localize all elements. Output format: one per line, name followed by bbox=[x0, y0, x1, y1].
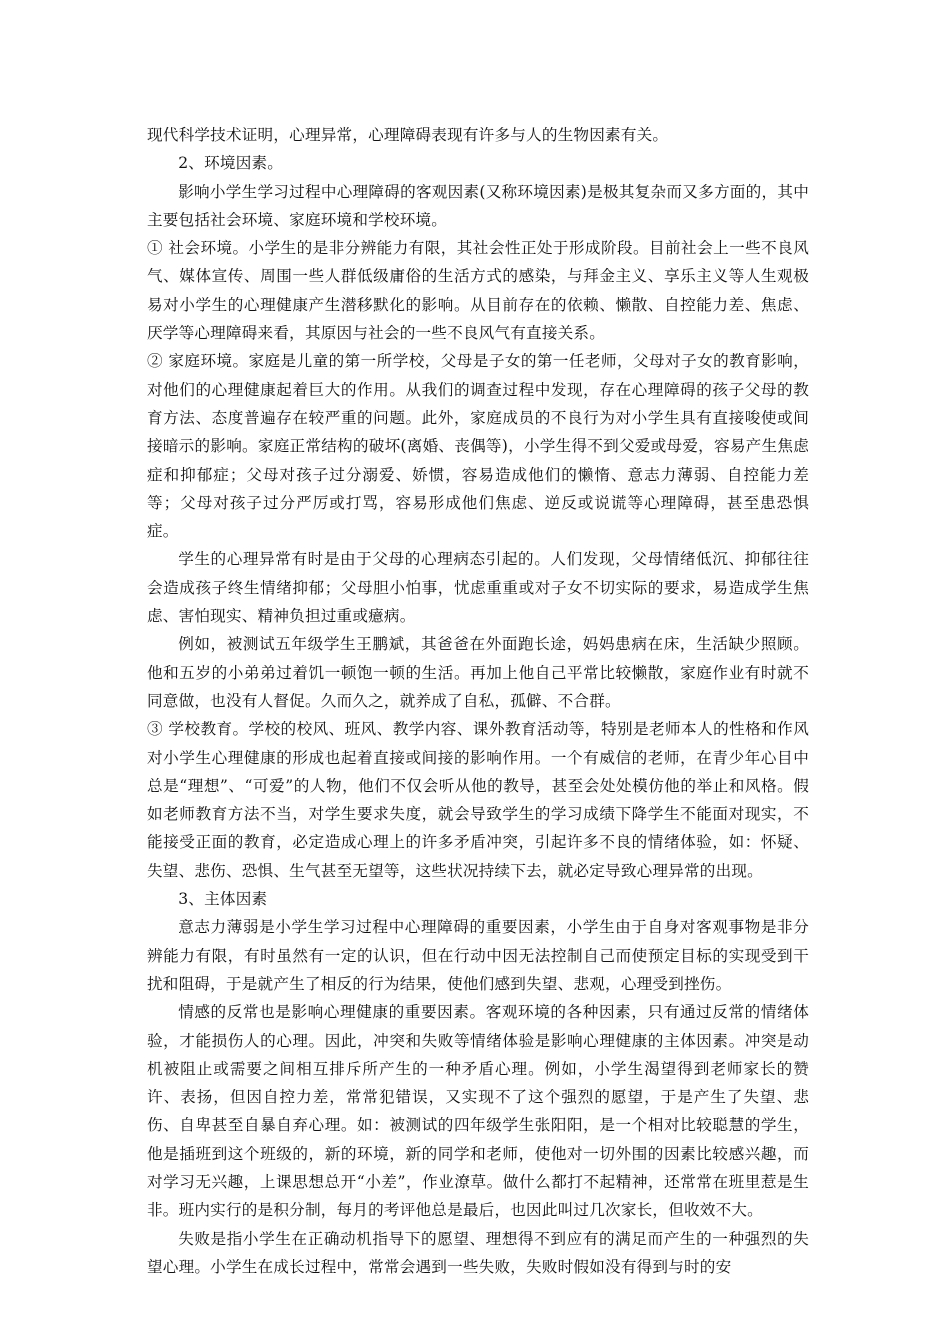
section-heading-subject: 3、主体因素 bbox=[178, 890, 268, 909]
paragraph-case-example-one: 例如，被测试五年级学生王鹏斌，其爸爸在外面跑长途，妈妈患病在床，生活缺少照顾。他和五岁的小弟弟过着饥一顿饱一顿的生活。再加上他自己平常比较懒散，家庭作业有时就不同意做，也没有人督促。久而久之，就养成了自私，孤僻、不合群。 bbox=[147, 635, 809, 710]
paragraph-willpower: 意志力薄弱是小学生学习过程中心理障碍的重要因素，小学生由于自身对客观事物是非分辨能力有限，有时虽然有一定的认识，但在行动中因无法控制自己而使预定目标的实现受到干扰和阻碍，于是就产生了相反的行为结果，使他们感到失望、悲观，心理受到挫伤。 bbox=[147, 918, 809, 993]
paragraph-emotion: 情感的反常也是影响心理健康的重要因素。客观环境的各种因素，只有通过反常的情绪体验，才能损伤人的心理。因此，冲突和失败等情绪体验是影响心理健康的主体因素。冲突是动机被阻止或需要之间相互排斥所产生的一种矛盾心理。例如，小学生渴望得到老师家长的赞许、表扬，但因自控力差，常常犯错误，又实现不了这个强烈的愿望，于是产生了失望、悲伤、自卑甚至自暴自弃心理。如：被测试的四年级学生张阳阳，是一个相对比较聪慧的学生，他是插班到这个班级的，新的环境，新的同学和老师，使他对一切外围的因素比较感兴趣，而对学习无兴趣，上课思想总开“小差”，作业潦草。做什么都打不起精神，还常常在班里惹是生非。班内实行的是积分制，每月的考评他总是最后，也因此叫过几次家长，但收效不大。 bbox=[147, 1003, 809, 1220]
paragraph-intro-conclusion: 现代科学技术证明，心理异常，心理障碍表现有许多与人的生物因素有关。 bbox=[147, 126, 669, 144]
paragraph-environment-overview: 影响小学生学习过程中心理障碍的客观因素(又称环境因素)是极其复杂而又多方面的，其中主要包括社会环境、家庭环境和学校环境。 bbox=[147, 182, 809, 229]
document-page bbox=[147, 121, 809, 1281]
paragraph-social-environment: ① 社会环境。小学生的是非分辨能力有限，其社会性正处于形成阶段。目前社会上一些不良风气、媒体宣传、周围一些人群低级庸俗的生活方式的感染，与拜金主义、享乐主义等人生观极易对小学生的心理健康产生潜移默化的影响。从目前存在的依赖、懒散、自控能力差、焦虑、厌学等心理障碍来看，其原因与社会的一些不良风气有直接关系。 bbox=[147, 239, 809, 343]
paragraph-parent-psychology: 学生的心理异常有时是由于父母的心理病态引起的。人们发现，父母情绪低沉、抑郁往往会造成孩子终生情绪抑郁；父母胆小怕事，忧虑重重或对子女不切实际的要求，易造成学生焦虑、害怕现实、精神负担过重或癔病。 bbox=[147, 550, 809, 626]
paragraph-failure: 失败是指小学生在正确动机指导下的愿望、理想得不到应有的满足而产生的一种强烈的失望心理。小学生在成长过程中，常常会遇到一些失败，失败时假如没有得到与时的安 bbox=[147, 1229, 809, 1276]
paragraph-school-education: ③ 学校教育。学校的校风、班风、教学内容、课外教育活动等，特别是老师本人的性格和作风对小学生心理健康的形成也起着直接或间接的影响作用。一个有威信的老师，在青少年心目中总是“理想”、“可爱”的人物，他们不仅会听从他的教导，甚至会处处模仿他的举止和风格。假如老师教育方法不当，对学生要求失度，就会导致学生的学习成绩下降学生不能面对现实，不能接受正面的教育，必定造成心理上的许多矛盾冲突，引起许多不良的情绪体验，如：怀疑、失望、悲伤、恐惧、生气甚至无望等，这些状况持续下去，就必定导致心理异常的出现。 bbox=[147, 720, 809, 880]
section-heading-environment: 2、环境因素。 bbox=[178, 154, 284, 173]
paragraph-family-environment: ② 家庭环境。家庭是儿童的第一所学校，父母是子女的第一任老师，父母对子女的教育影响，对他们的心理健康起着巨大的作用。从我们的调查过程中发现，存在心理障碍的孩子父母的教育方法、态度普遍存在较严重的问题。此外，家庭成员的不良行为对小学生具有直接唆使或间接暗示的影响。家庭正常结构的破坏(离婚、丧偶等)，小学生得不到父爱或母爱，容易产生焦虑症和抑郁症；父母对孩子过分溺爱、娇惯，容易造成他们的懒惰、意志力薄弱、自控能力差等；父母对孩子过分严厉或打骂，容易形成他们焦虑、逆反或说谎等心理障碍，甚至患恐惧症。 bbox=[147, 352, 809, 541]
